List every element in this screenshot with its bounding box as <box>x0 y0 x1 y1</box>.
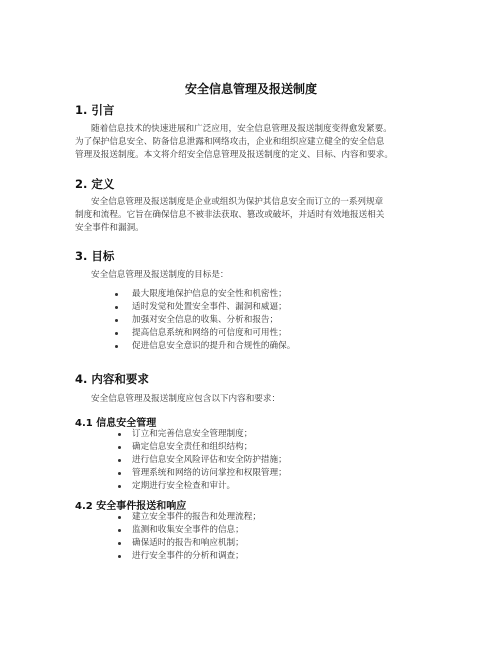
introduction-paragraph <box>75 123 435 162</box>
bullet-icon <box>118 472 121 475</box>
bullet-icon <box>118 446 121 449</box>
content-requirements-intro: 安全信息管理及报送制度应包含以下内容和要求： <box>91 394 281 404</box>
bullet-icon <box>115 345 118 348</box>
bullet-icon <box>118 485 121 488</box>
paragraph-line: 为了保护信息安全、防备信息泄露和网络攻击，企业和组织应建立健全的安全信息 <box>75 137 385 147</box>
bullet-icon <box>118 516 121 519</box>
section-heading-goals: 3. 目标 <box>75 249 115 263</box>
bullet-icon <box>115 306 118 309</box>
section-heading-content-requirements: 4. 内容和要求 <box>75 372 149 386</box>
bullet-icon <box>118 529 121 532</box>
bullet-icon <box>118 542 121 545</box>
paragraph-line: 安全信息管理及报送制度是企业或组织为保护其信息安全而订立的一系列规章 <box>91 197 384 207</box>
bullet-icon <box>118 555 121 558</box>
goals-intro: 安全信息管理及报送制度的目标是： <box>91 270 229 280</box>
definition-paragraph <box>75 196 435 235</box>
subsection-heading-info-security-management: 4.1 信息安全管理 <box>75 418 157 429</box>
paragraph-line: 随着信息技术的快速进展和广泛应用，安全信息管理及报送制度变得愈发紧要。 <box>91 124 392 134</box>
paragraph-line: 制度和流程。它旨在确保信息不被非法获取、篡改或破坏，并适时有效地报送相关 <box>75 210 385 220</box>
subsection-heading-incident-reporting: 4.2 安全事件报送和响应 <box>75 501 187 512</box>
paragraph-line: 管理及报送制度。本文将介绍安全信息管理及报送制度的定义、目标、内容和要求。 <box>75 150 393 160</box>
bullet-icon <box>115 293 118 296</box>
section-heading-introduction: 1. 引言 <box>75 103 115 117</box>
section-heading-definition: 2. 定义 <box>75 177 115 191</box>
bullet-icon <box>115 332 118 335</box>
paragraph-line: 安全事件和漏洞。 <box>75 223 144 233</box>
document-title: 安全信息管理及报送制度 <box>184 82 317 96</box>
bullet-icon <box>118 433 121 436</box>
document-page: 安全信息管理及报送制度 1. 引言 随着信息技术的快速进展和广泛应用，安全信息管理及报送制度变得愈发紧要。 为了保护信息安全、防备信息泄露和网络攻击，企业和组织应建立健全的安全信息 管理及报送制度。本文将介绍安全信息管理及报送制度的定义、目标、内容和要求。 2. 定义 安全信息管理及报送制度是企业或组织为保护其信息安全而订立的一系列规章 制度和流程。它旨在确保信息不被非法获取、篡改或破坏，并适时有效地报送相关 安全事件和漏洞。 3. 目标 安全信息管理及报送制度的目标是： 最大限度地保护信息的安全性和机密性； 适时发觉和处置安全事件、漏洞和威逼； 加强对安全信息的收集、分析和报告； 提高信息系统和网络的可信度和可用性； 促进信息安全意识的提升和合规性的确保。 4. 内容和要求 安全信息管理及报送制度应包含以下内容和要求： 4.1 信息安全管理 订立和完善信息安全管理制度； 确定信息安全责任和组织结构； 进行信息安全风险评估和安全防护措施； 管理系统和网络的访问掌控和权限管理； 定期进行安全检查和审计。 4.2 安全事件报送和响应 建立安全事件的报告和处理流程； 监测和收集安全事件的信息； 确保适时的报告和响应机制； 进行安全事件的分析和调查； <box>0 0 502 649</box>
bullet-icon <box>118 459 121 462</box>
bullet-icon <box>115 319 118 322</box>
